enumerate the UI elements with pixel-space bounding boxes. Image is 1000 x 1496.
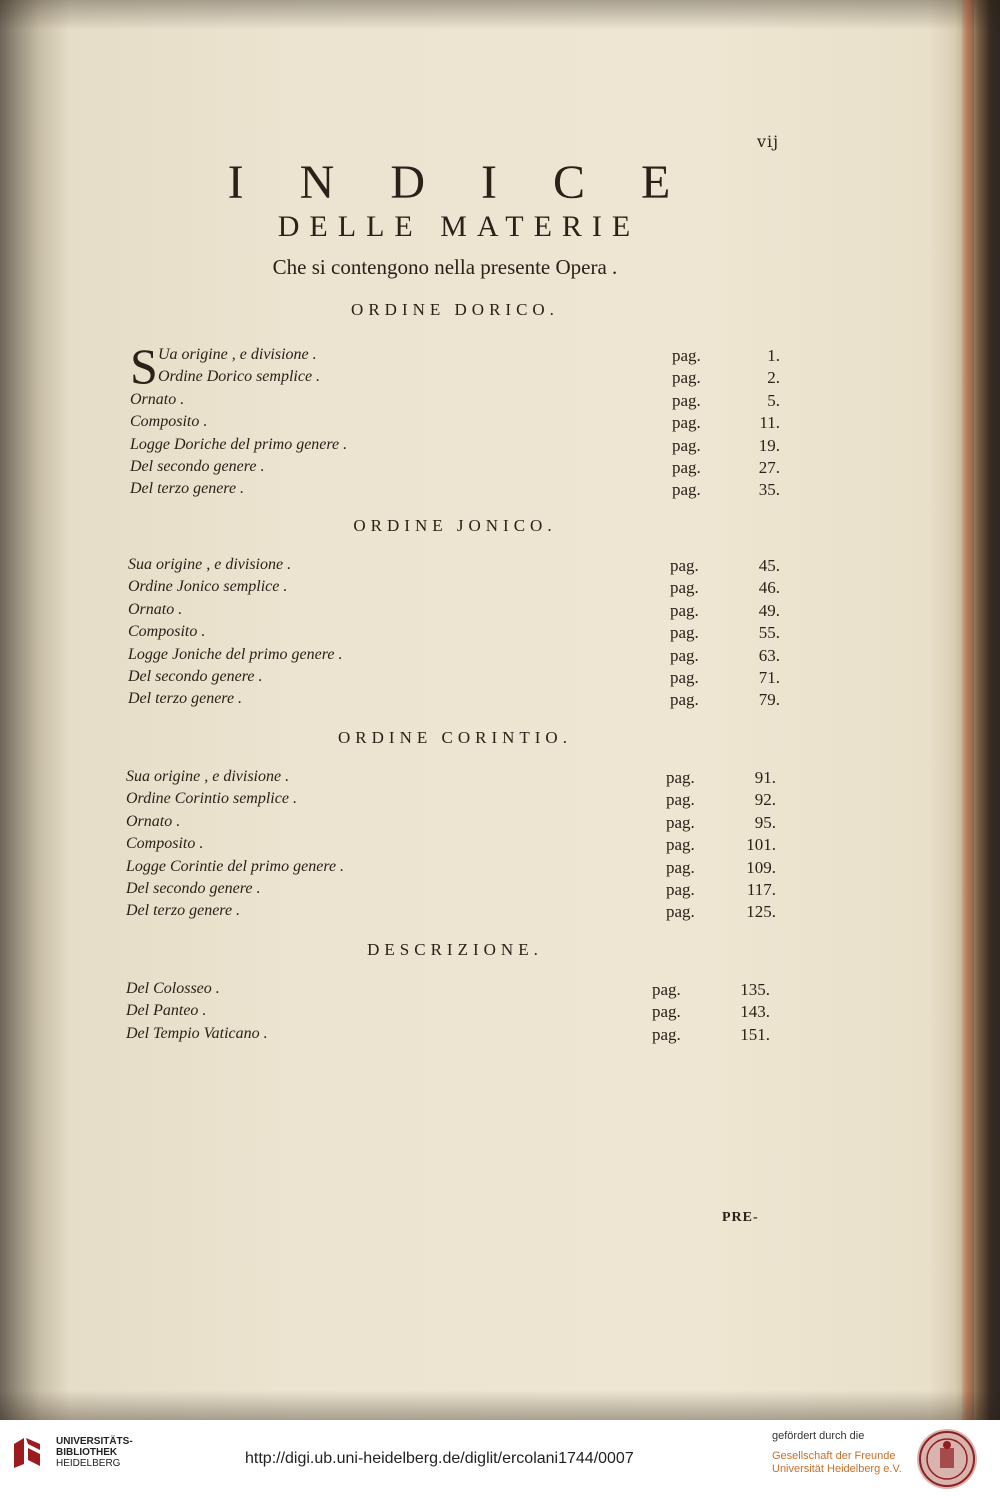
index-entry [128, 646, 808, 668]
page-subtitle: DELLE MATERIE [277, 210, 641, 243]
entry-label: Composito . [130, 413, 208, 431]
index-entry [126, 768, 806, 790]
funder-line-1: Gesellschaft der Freunde [772, 1450, 896, 1462]
entry-label: Del secondo genere . [126, 880, 261, 897]
entry-pag: pag. [666, 880, 695, 899]
entry-pag: pag. [652, 980, 681, 999]
index-entry [126, 980, 806, 1002]
index-entry [126, 880, 806, 902]
entry-pag: pag. [670, 600, 699, 620]
entry-pag: pag. [670, 645, 699, 665]
entry-pag: pag. [672, 413, 701, 433]
index-entry [130, 436, 810, 458]
entry-label: Del secondo genere . [128, 668, 263, 685]
index-entry [126, 902, 806, 924]
entry-pag: pag. [672, 368, 701, 388]
entry-pag: pag. [672, 435, 701, 455]
entry-label: Del Panteo . [126, 1002, 207, 1020]
index-entry [158, 346, 838, 368]
entry-label: Ornato . [126, 812, 181, 830]
section-heading: DESCRIZIONE. [367, 940, 543, 959]
entry-pag: pag. [672, 480, 701, 500]
viewer-footer [0, 1420, 1000, 1496]
entry-page-number: 63. [758, 645, 780, 665]
entry-page-number: 27. [758, 458, 780, 477]
page-number: vij [757, 132, 780, 151]
entry-pag: pag. [652, 1002, 681, 1022]
index-entry [130, 480, 810, 502]
entry-pag: pag. [652, 1024, 681, 1044]
entry-page-number: 19. [758, 435, 780, 455]
entry-page-number: 11. [759, 413, 780, 433]
library-name [56, 1436, 133, 1469]
dropcap-letter: S [130, 338, 158, 394]
entry-pag: pag. [670, 578, 699, 598]
entry-pag: pag. [666, 835, 695, 855]
index-entry [126, 858, 806, 880]
entry-pag: pag. [666, 812, 695, 832]
index-entry [128, 578, 808, 600]
entry-page-number: 101. [746, 835, 776, 855]
entry-label: Sua origine , e divisione . [128, 556, 292, 573]
entry-page-number: 117. [746, 880, 776, 899]
entry-pag: pag. [670, 690, 699, 710]
library-line-3: HEIDELBERG [56, 1458, 121, 1469]
entry-pag: pag. [666, 790, 695, 810]
entry-page-number: 55. [758, 623, 780, 643]
entry-page-number: 91. [754, 768, 776, 787]
entry-label: Ordine Dorico semplice . [158, 368, 321, 386]
entry-page-number: 135. [740, 980, 770, 999]
entry-label: Composito . [126, 835, 204, 853]
index-entry [128, 601, 808, 623]
entry-label: Ordine Corintio semplice . [126, 790, 297, 808]
entry-pag: pag. [670, 668, 699, 687]
index-entry [128, 690, 808, 712]
entry-pag: pag. [666, 857, 695, 877]
entry-pag: pag. [672, 458, 701, 477]
entry-page-number: 109. [746, 857, 776, 877]
entry-pag: pag. [666, 768, 695, 787]
page-subtitle-line: Che si contengono nella presente Opera . [272, 255, 618, 279]
entry-label: Del Colosseo . [126, 980, 220, 997]
index-entry [158, 368, 838, 390]
entry-page-number: 79. [758, 690, 780, 710]
index-entry [126, 1002, 806, 1024]
section-heading: ORDINE CORINTIO. [338, 728, 572, 747]
library-logo-icon [10, 1434, 46, 1470]
entry-page-number: 95. [754, 812, 776, 832]
index-entry [130, 391, 810, 413]
funder-name[interactable] [772, 1450, 902, 1476]
index-entry [126, 1025, 806, 1047]
section-heading: ORDINE JONICO. [353, 516, 557, 535]
funder-line-2: Universität Heidelberg e.V. [772, 1463, 902, 1475]
page-edge [962, 0, 974, 1420]
entry-pag: pag. [666, 902, 695, 922]
entry-label: Logge Doriche del primo genere . [130, 435, 348, 453]
index-entry [130, 413, 810, 435]
index-entry [126, 813, 806, 835]
entry-label: Del terzo genere . [126, 902, 241, 920]
index-entry [128, 623, 808, 645]
entry-page-number: 35. [758, 480, 780, 500]
entry-page-number: 143. [740, 1002, 770, 1022]
entry-page-number: 71. [758, 668, 780, 687]
index-entry [128, 668, 808, 690]
index-entry [126, 835, 806, 857]
index-entry [128, 556, 808, 578]
entry-pag: pag. [670, 556, 699, 575]
entry-label: Composito . [128, 623, 206, 641]
entry-label: Ordine Jonico semplice . [128, 578, 288, 596]
entry-label: Ua origine , e divisione . [158, 346, 317, 363]
catchword: PRE- [722, 1210, 759, 1225]
entry-page-number: 5. [767, 390, 780, 410]
entry-label: Del terzo genere . [128, 690, 243, 708]
entry-page-number: 49. [758, 600, 780, 620]
entry-label: Del secondo genere . [130, 458, 265, 475]
page-bottom-shadow [0, 1390, 1000, 1420]
entry-page-number: 2. [767, 368, 780, 388]
index-entry [126, 790, 806, 812]
page-title: I N D I C E [227, 156, 693, 209]
entry-label: Ornato . [130, 390, 185, 408]
entry-page-number: 151. [740, 1024, 770, 1044]
funder-label: gefördert durch die [772, 1430, 865, 1442]
library-line-1: UNIVERSITÄTS- [56, 1436, 133, 1447]
entry-label: Sua origine , e divisione . [126, 768, 290, 785]
entry-pag: pag. [672, 346, 701, 365]
entry-page-number: 1. [767, 346, 780, 365]
document-url-link[interactable]: http://digi.ub.uni-heidelberg.de/diglit/ercolani1744/0007 [245, 1450, 634, 1467]
entry-label: Del terzo genere . [130, 480, 245, 498]
university-seal-icon [916, 1428, 978, 1490]
entry-page-number: 125. [746, 902, 776, 922]
entry-page-number: 45. [758, 556, 780, 575]
entry-page-number: 92. [754, 790, 776, 810]
index-entry [130, 458, 810, 480]
entry-label: Logge Joniche del primo genere . [128, 645, 343, 663]
library-line-2: BIBLIOTHEK [56, 1447, 118, 1458]
entry-label: Ornato . [128, 600, 183, 618]
entry-page-number: 46. [758, 578, 780, 598]
entry-label: Logge Corintie del primo genere . [126, 857, 345, 875]
page-top-shadow [0, 0, 1000, 30]
entry-pag: pag. [670, 623, 699, 643]
entry-pag: pag. [672, 390, 701, 410]
section-heading: ORDINE DORICO. [351, 300, 559, 319]
entry-label: Del Tempio Vaticano . [126, 1024, 268, 1042]
